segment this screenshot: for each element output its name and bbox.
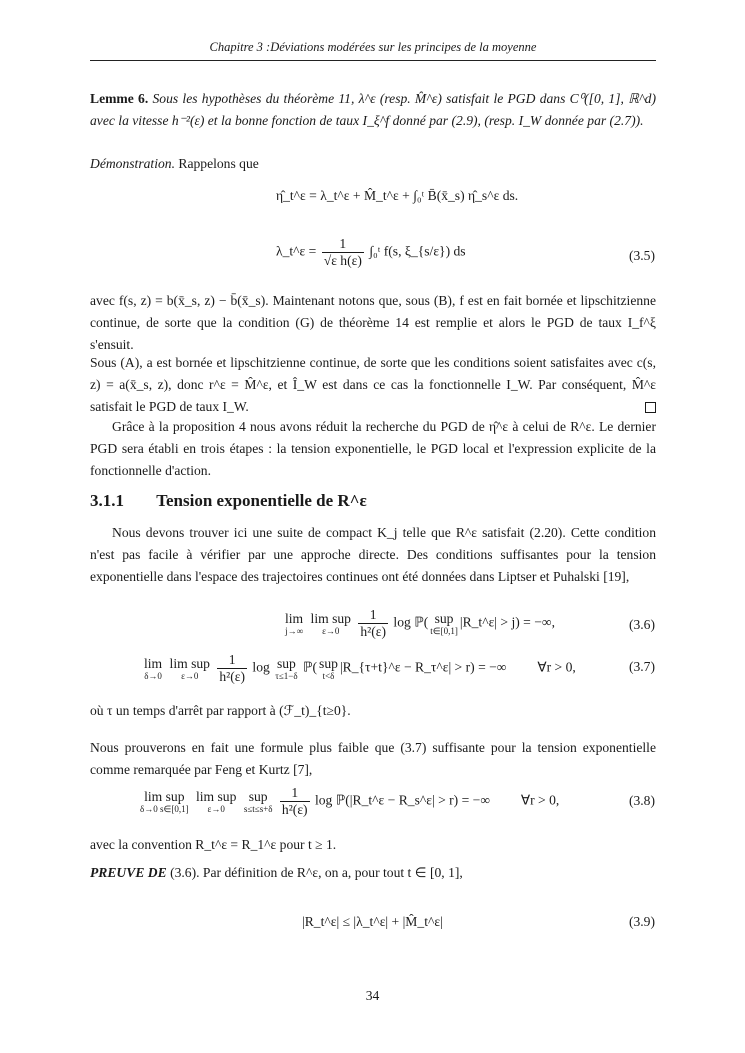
- qed-square-icon: [645, 402, 656, 413]
- equation-3-8-fraction: [280, 785, 310, 818]
- equation-3-8-body: log ℙ(|R_t^ε − R_s^ε| > r) = −∞: [314, 792, 491, 808]
- equation-3-7-lim-sub: δ→0: [144, 670, 162, 681]
- equation-3-5-fraction-num: 1: [322, 236, 364, 253]
- equation-3-7-sup1: [275, 657, 297, 681]
- preuve-block: [90, 862, 656, 884]
- preuve-label: PREUVE DE: [90, 865, 167, 880]
- page-number: 34: [365, 988, 380, 1003]
- equation-3-7-body-b: |R_{τ+t}^ε − R_τ^ε| > r) = −∞: [339, 659, 507, 675]
- equation-3-6-lim: [285, 612, 303, 636]
- proof-paragraph-1: avec f(s, z) = b(x̄_s, z) − b̄(x̄_s). Maintenant notons que, sous (B), f est en fait bornée et lipschitzienne continue, de sorte que la condition (G) de théorème 14 est remplie et alors le PGD de taux I_f^ξ s'ensuit.: [90, 293, 656, 352]
- equation-3-7-sup1-sub: τ≤1−δ: [275, 670, 298, 681]
- equation-3-6-sup-op: sup: [434, 610, 454, 626]
- equation-3-7-limsup-sub: ε→0: [181, 670, 199, 681]
- header-rule: [90, 60, 656, 61]
- equation-3-6-lim-sub: j→∞: [285, 625, 304, 636]
- equation-3-7: [142, 652, 576, 685]
- equation-3-8-lim2-op: lim sup: [195, 788, 237, 804]
- lemma-block: [90, 88, 656, 132]
- equation-3-6-fraction-den: h²(ε): [360, 624, 387, 639]
- equation-3-7-lim: [144, 657, 162, 681]
- lemma-text: Sous les hypothèses du théorème 11, λ^ε (resp. M̂^ε) satisfait le PGD dans C⁰([0, 1], ℝ^d) avec la vitesse h⁻²(ε) et la bonne fonction de taux I_ξ^f donné par (2.9), (resp. I_W donnée par (2.7)).: [90, 91, 656, 128]
- equation-3-8-lim1: [140, 790, 189, 814]
- equation-3-7-lim-op: lim: [144, 655, 163, 671]
- equation-3-5-rhs: ∫₀ᵗ f(s, ξ_{s/ε}) ds: [369, 243, 466, 259]
- equation-3-5-number: (3.5): [628, 248, 655, 263]
- equation-3-6-number: (3.6): [628, 617, 655, 632]
- lemma-label: Lemme 6.: [90, 91, 149, 106]
- paragraph-convention: avec la convention R_t^ε = R_1^ε pour t ≥ 1.: [90, 837, 337, 852]
- paragraph-nous: Nous prouverons en fait une formule plus faible que (3.7) suffisante pour la tension exponentielle comme remarquée par Feng et Kurtz [7],: [90, 740, 656, 777]
- equation-3-6-lim-op: lim: [285, 610, 304, 626]
- equation-3-6: [283, 607, 555, 640]
- equation-eta: [276, 188, 518, 204]
- paragraph-ou: où τ un temps d'arrêt par rapport à (ℱ_t)_{t≥0}.: [90, 703, 351, 718]
- proof-label: Démonstration.: [90, 156, 175, 171]
- equation-3-6-limsup: [311, 612, 351, 636]
- proof-paragraph-2: [90, 352, 656, 418]
- equation-3-9-body: |R_t^ε| ≤ |λ_t^ε| + |M̂_t^ε|: [302, 914, 443, 929]
- equation-3-7-limsup: [170, 657, 210, 681]
- preuve-text: (3.6). Par définition de R^ε, on a, pour tout t ∈ [0, 1],: [170, 865, 463, 880]
- equation-3-7-fraction: [217, 652, 247, 685]
- equation-3-8-forall: ∀r > 0,: [520, 792, 560, 808]
- equation-3-7-sup2: [319, 657, 338, 681]
- equation-3-5: [276, 236, 466, 269]
- proof-paragraph-2-text: Sous (A), a est bornée et lipschitzienne continue, de sorte que les conditions soient satisfaites avec c(s, z) = a(x̄_s, z), donc r^ε = M̂^ε, et Î_W est dans ce cas la fonctionnelle I_W. Par conséquent, M̂^ε satisfait le PGD de taux I_W.: [90, 355, 656, 414]
- equation-3-8-sup-op: sup: [248, 788, 268, 804]
- proof-intro-text: Rappelons que: [178, 156, 259, 171]
- equation-3-8: [138, 785, 559, 818]
- section-heading: [90, 491, 367, 511]
- equation-3-6-fraction: [358, 607, 388, 640]
- equation-3-8-fraction-den: h²(ε): [281, 802, 308, 817]
- equation-3-8-sup-sub: s≤t≤s+δ: [243, 803, 273, 814]
- equation-3-6-sup: [430, 612, 458, 636]
- equation-3-6-limsup-sub: ε→0: [322, 625, 340, 636]
- equation-3-6-sup-sub: t∈[0,1]: [430, 625, 458, 636]
- section-title: Tension exponentielle de R^ε: [156, 491, 367, 510]
- equation-3-6-limsup-op: lim sup: [310, 610, 351, 626]
- equation-3-8-fraction-num: 1: [280, 785, 310, 802]
- equation-3-8-lim1-sub: δ→0 s∈[0,1]: [140, 803, 189, 814]
- running-header: Chapitre 3 :Déviations modérées sur les principes de la moyenne: [209, 40, 537, 54]
- proof-intro: [90, 153, 656, 175]
- equation-3-7-body-a: ℙ(: [302, 659, 318, 675]
- equation-3-9-number: (3.9): [628, 914, 655, 929]
- equation-3-8-lim2-sub: ε→0: [207, 803, 225, 814]
- equation-3-7-sup1-op: sup: [276, 655, 296, 671]
- equation-3-5-fraction-den: √ε h(ε): [323, 253, 362, 268]
- equation-3-7-sup2-sub: t<δ: [322, 670, 335, 681]
- equation-3-9: [302, 914, 443, 930]
- equation-3-7-limsup-op: lim sup: [169, 655, 210, 671]
- equation-3-5-lhs: λ_t^ε =: [276, 243, 317, 259]
- equation-3-8-lim2: [196, 790, 236, 814]
- paragraph-section: Nous devons trouver ici une suite de compact K_j telle que R^ε satisfait (2.20). Cette condition n'est pas facile à vérifier par une approche directe. Des conditions suffisantes pour la tension exponentielle dans l'espace des trajectoires continues ont été données dans Liptser et Puhalski [19],: [90, 525, 656, 584]
- equation-3-7-forall: ∀r > 0,: [537, 659, 576, 675]
- equation-3-8-lim1-op: lim sup: [144, 788, 185, 804]
- paragraph-grace: Grâce à la proposition 4 nous avons réduit la recherche du PGD de η̂^ε à celui de R^ε. Le dernier PGD sera établi en trois étapes : la tension exponentielle, le PGD local et l'expression explicite de la fonctionnelle d'action.: [90, 419, 656, 478]
- equation-3-6-body-b: |R_t^ε| > j) = −∞,: [459, 614, 555, 630]
- equation-3-6-fraction-num: 1: [358, 607, 388, 624]
- equation-3-7-number: (3.7): [628, 659, 655, 674]
- equation-3-7-sup2-op: sup: [319, 655, 338, 671]
- equation-3-6-body-a: log ℙ(: [393, 614, 429, 630]
- equation-3-7-log: log: [252, 659, 270, 675]
- equation-3-7-fraction-num: 1: [217, 652, 247, 669]
- equation-3-8-sup: [244, 790, 273, 814]
- equation-3-7-fraction-den: h²(ε): [219, 669, 246, 684]
- section-number: 3.1.1: [90, 491, 124, 510]
- equation-3-8-number: (3.8): [628, 793, 655, 808]
- equation-3-5-fraction: [322, 236, 364, 269]
- equation-eta-body: η̂_t^ε = λ_t^ε + M̂_t^ε + ∫₀ᵗ B̄(x̄_s) η̂_s^ε ds.: [276, 188, 519, 203]
